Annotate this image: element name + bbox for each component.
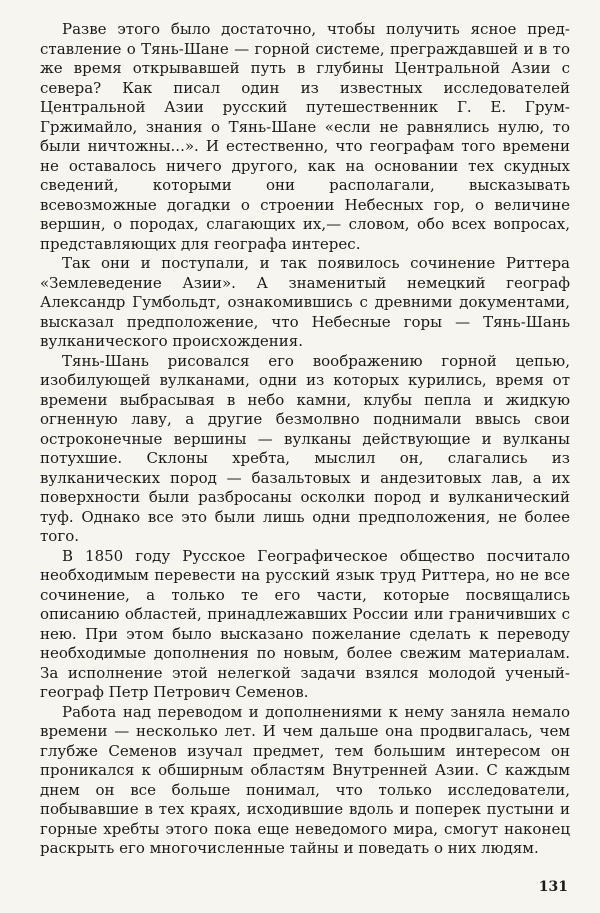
paragraph-2: Так они и поступали, и так появилось сочинение Риттера «Землеведение Азии». А знаменитый немецкий географ Александр Гумбольдт, ознакомившись с древними документами, высказал предположение, что Небесные горы — Тянь-Шань вулканического происхождения. — [40, 254, 570, 350]
page-number: 131 — [538, 879, 568, 895]
paragraph-3: Тянь-Шань рисовался его воображению горной цепью, изобилующей вулканами, одни из которых курились, время от времени выбрасывая в небо камни, клубы пепла и жидкую огненную лаву, а другие безмолвно поднимали ввысь свои остроконечные вершины — вулканы действующие и вулканы потухшие. Склоны хребта, мыслил он, слагались из вулканических пород — базальтовых и андезитовых лав, а их поверхности были разбросаны осколки пород и вулканический туф. Однако все это были лишь одни предположения, не более того. — [40, 351, 570, 545]
paragraph-1: Разве этого было достаточно, чтобы получить ясное представление о Тянь-Шане — горной системе, преграждавшей и в то же время открывавшей путь в глубины Центральной Азии с севера? Как писал один из известных исследователей Центральной Азии русский путешественник Г. Е. Грум-Гржимайло, знания о Тянь-Шане «если не равнялись нулю, то были ничтожны...». И естественно, что географам того времени не оставалось ничего другого, как на основании тех скудных сведений, которыми они располагали, высказывать всевозможные догадки о строении Небесных гор, о величине вершин, о породах, слагающих их,— словом, обо всех вопросах, представляющих для географа интерес. — [40, 20, 570, 253]
paragraph-5: Работа над переводом и дополнениями к нему заняла немало времени — несколько лет. И чем дальше она продвигалась, чем глубже Семенов изучал предмет, тем большим интересом он проникался к обширным областям Внутренней Азии. С каждым днем он все больше понимал, что только исследователи, побывавшие в тех краях, исходившие вдоль и поперек пустыни и горные хребты этого пока еще неведомого мира, смогут наконец раскрыть его многочисленные тайны и поведать о них людям. — [40, 702, 570, 857]
paragraph-4: В 1850 году Русское Географическое общество посчитало необходимым перевести на русский язык труд Риттера, но не все сочинение, а только те его части, которые посвящались описанию областей, принадлежавших России или граничивших с нею. При этом было высказано пожелание сделать к переводу необходимые дополнения по новым, более свежим материалам. За исполнение этой нелегкой задачи взялся молодой ученый-географ Петр Петрович Семенов. — [40, 546, 570, 701]
